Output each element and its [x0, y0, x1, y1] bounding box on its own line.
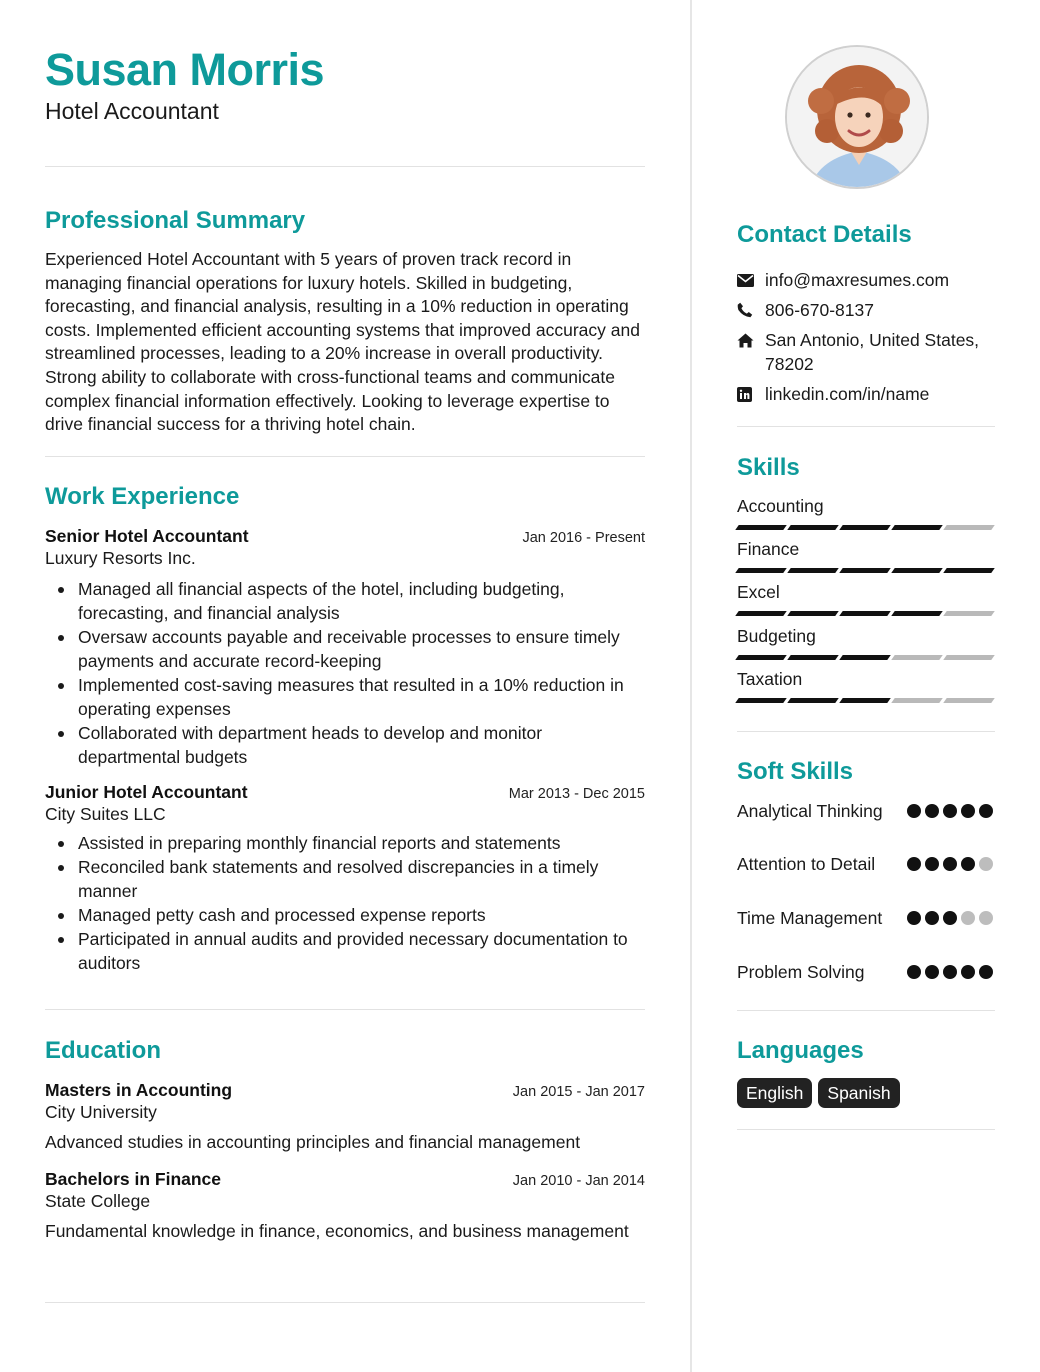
skill-item	[737, 496, 993, 530]
education-date: Jan 2015 - Jan 2017	[512, 1084, 645, 1100]
envelope-icon	[737, 268, 765, 292]
rating-dot	[943, 804, 957, 818]
rating-dot	[943, 857, 957, 871]
rating-dot	[979, 804, 993, 818]
skill-level-segment	[735, 525, 787, 530]
education-divider	[45, 1302, 645, 1303]
skill-name: Accounting	[737, 496, 824, 516]
rating-dot	[943, 911, 957, 925]
skill-level-segment	[943, 568, 995, 573]
job-entry	[45, 782, 645, 975]
soft-skill-name: Time Management	[737, 908, 883, 928]
skill-level-segment	[891, 568, 943, 573]
soft-skills-heading: Soft Skills	[737, 758, 854, 785]
job-bullet: Managed all financial aspects of the hotel, including budgeting, forecasting, and financial analysis	[45, 577, 645, 625]
soft-skill-item	[737, 960, 993, 984]
rating-dot	[925, 857, 939, 871]
header-divider	[45, 166, 645, 167]
soft-skills-divider	[737, 1010, 995, 1011]
rating-dot	[907, 804, 921, 818]
skill-level-segment	[787, 568, 839, 573]
linkedin-icon	[737, 382, 765, 406]
rating-dot	[979, 965, 993, 979]
rating-dot	[961, 965, 975, 979]
soft-skill-rating	[907, 965, 993, 984]
skill-level-segment	[943, 698, 995, 703]
rating-dot	[961, 857, 975, 871]
rating-dot	[979, 857, 993, 871]
skill-level-bar	[737, 525, 993, 530]
languages-list	[737, 1078, 900, 1108]
skill-level-bar	[737, 568, 993, 573]
soft-skill-name: Attention to Detail	[737, 854, 876, 874]
language-badge: Spanish	[818, 1078, 899, 1108]
skill-level-segment	[839, 655, 891, 660]
rating-dot	[979, 911, 993, 925]
job-date: Jan 2016 - Present	[522, 530, 645, 546]
skill-level-segment	[787, 655, 839, 660]
job-bullets	[45, 831, 645, 975]
skill-level-segment	[787, 611, 839, 616]
job-company: Luxury Resorts Inc.	[45, 548, 196, 568]
job-bullets	[45, 577, 645, 769]
rating-dot	[907, 965, 921, 979]
phone-icon	[737, 298, 765, 322]
skill-level-bar	[737, 698, 993, 703]
skill-level-segment	[735, 611, 787, 616]
skill-level-segment	[943, 655, 995, 660]
languages-divider	[737, 1129, 995, 1130]
contact-email-text: info@maxresumes.com	[765, 270, 950, 290]
soft-skill-rating	[907, 804, 993, 823]
job-bullet: Oversaw accounts payable and receivable processes to ensure timely payments and accurate record-keeping	[45, 625, 645, 673]
column-divider	[690, 0, 692, 1372]
skill-item	[737, 669, 993, 703]
soft-skill-item	[737, 852, 993, 876]
skills-heading: Skills	[737, 454, 800, 481]
contact-linkedin-text: linkedin.com/in/name	[765, 384, 930, 404]
contact-heading: Contact Details	[737, 221, 912, 248]
education-date: Jan 2010 - Jan 2014	[512, 1173, 645, 1189]
skill-name: Finance	[737, 539, 800, 559]
soft-skill-rating	[907, 911, 993, 930]
languages-heading: Languages	[737, 1037, 864, 1064]
skill-name: Taxation	[737, 669, 803, 689]
contact-email[interactable]	[737, 268, 995, 292]
skill-level-segment	[839, 568, 891, 573]
skill-level-bar	[737, 655, 993, 660]
skill-name: Budgeting	[737, 626, 816, 646]
skill-level-segment	[787, 698, 839, 703]
soft-skill-rating	[907, 857, 993, 876]
rating-dot	[961, 911, 975, 925]
job-bullet: Implemented cost-saving measures that resulted in a 10% reduction in operating expenses	[45, 673, 645, 721]
profile-photo	[785, 45, 929, 189]
skills-divider	[737, 731, 995, 732]
skill-level-segment	[839, 611, 891, 616]
job-bullet: Assisted in preparing monthly financial reports and statements	[45, 831, 645, 855]
education-description: Fundamental knowledge in finance, economics, and business management	[45, 1221, 629, 1241]
skill-item	[737, 626, 993, 660]
rating-dot	[925, 911, 939, 925]
skill-level-segment	[839, 698, 891, 703]
skill-item	[737, 539, 993, 573]
soft-skill-name: Problem Solving	[737, 962, 865, 982]
rating-dot	[961, 804, 975, 818]
work-divider	[45, 1009, 645, 1010]
skill-level-segment	[839, 525, 891, 530]
skill-level-segment	[891, 611, 943, 616]
contact-divider	[737, 426, 995, 427]
profile-photo-illustration	[787, 47, 929, 189]
job-bullet: Reconciled bank statements and resolved discrepancies in a timely manner	[45, 855, 645, 903]
rating-dot	[925, 804, 939, 818]
summary-text: Experienced Hotel Accountant with 5 years of proven track record in managing financial operations for luxury hotels. Skilled in budgeting, forecasting, and financial analysis, resulting in a 10% reduction in operating costs. Implemented efficient accounting systems that improved accuracy and streamlined processes, leading to a 20% increase in overall productivity. Strong ability to collaborate with cross-functional teams and communicate complex financial information effectively. Looking to leverage expertise to drive financial success for a thriving hotel chain.	[45, 249, 640, 435]
job-bullet: Participated in annual audits and provided necessary documentation to auditors	[45, 927, 645, 975]
soft-skill-name: Analytical Thinking	[737, 801, 883, 821]
skill-level-segment	[735, 568, 787, 573]
contact-address-text: San Antonio, United States, 78202	[765, 330, 980, 374]
job-entry	[45, 526, 645, 769]
contact-phone[interactable]	[737, 298, 995, 322]
school-name: City University	[45, 1102, 157, 1122]
education-entry	[45, 1169, 645, 1244]
skill-level-segment	[943, 525, 995, 530]
skill-name: Excel	[737, 582, 780, 602]
skill-level-segment	[735, 698, 787, 703]
skill-level-segment	[943, 611, 995, 616]
job-role: Junior Hotel Accountant	[45, 782, 248, 802]
job-date: Mar 2013 - Dec 2015	[508, 786, 645, 802]
candidate-name: Susan Morris	[45, 44, 325, 95]
skill-level-segment	[787, 525, 839, 530]
rating-dot	[943, 965, 957, 979]
summary-divider	[45, 456, 645, 457]
education-entry	[45, 1080, 645, 1155]
summary-heading: Professional Summary	[45, 207, 306, 234]
job-role: Senior Hotel Accountant	[45, 526, 249, 546]
home-icon	[737, 328, 765, 352]
degree-name: Bachelors in Finance	[45, 1169, 222, 1189]
skill-level-bar	[737, 611, 993, 616]
rating-dot	[907, 857, 921, 871]
skill-level-segment	[891, 655, 943, 660]
job-bullet: Managed petty cash and processed expense reports	[45, 903, 645, 927]
language-badge: English	[737, 1078, 812, 1108]
skill-level-segment	[735, 655, 787, 660]
education-heading: Education	[45, 1037, 162, 1064]
contact-address	[737, 328, 995, 376]
skill-item	[737, 582, 993, 616]
job-company: City Suites LLC	[45, 804, 166, 824]
skill-level-segment	[891, 698, 943, 703]
school-name: State College	[45, 1191, 151, 1211]
candidate-title: Hotel Accountant	[45, 98, 219, 124]
degree-name: Masters in Accounting	[45, 1080, 233, 1100]
soft-skill-item	[737, 906, 993, 930]
education-description: Advanced studies in accounting principles and financial management	[45, 1132, 581, 1152]
contact-linkedin[interactable]	[737, 382, 995, 406]
rating-dot	[925, 965, 939, 979]
job-bullet: Collaborated with department heads to develop and monitor departmental budgets	[45, 721, 645, 769]
contact-phone-text: 806-670-8137	[765, 300, 874, 320]
skill-level-segment	[891, 525, 943, 530]
work-heading: Work Experience	[45, 483, 240, 510]
rating-dot	[907, 911, 921, 925]
soft-skill-item	[737, 799, 993, 823]
